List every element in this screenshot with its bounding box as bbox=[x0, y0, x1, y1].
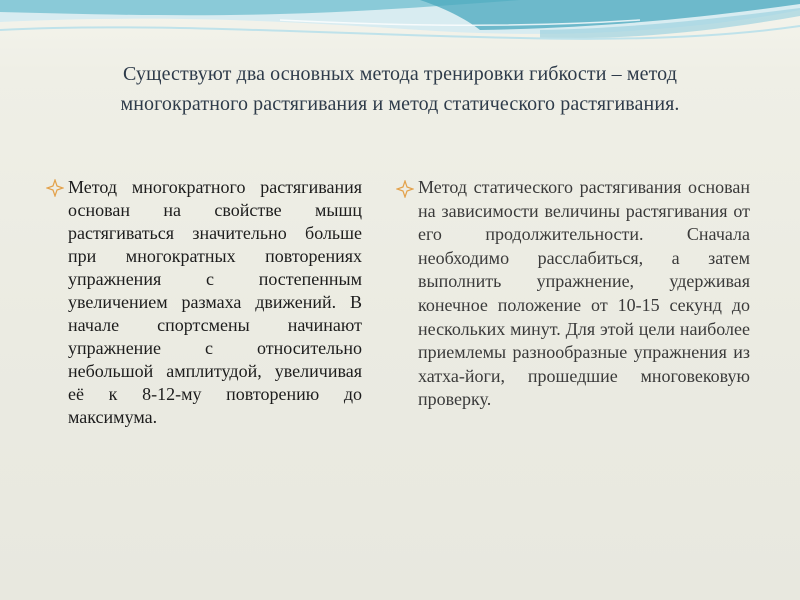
wave-header-decoration bbox=[0, 0, 800, 60]
left-paragraph: Метод многократного растягивания основан на свойстве мышц растягиваться значительно больше при многократных повторениях упражнения с постепенным увеличением размаха движений. В начале спортсмены начинают упражнение с относительно небольшой амплитудой, увеличивая её к 8-12-му повторению до максимума. bbox=[68, 177, 362, 427]
diamond-bullet-icon bbox=[396, 180, 414, 198]
right-bullet-block bbox=[396, 176, 750, 412]
slide-title: Существуют два основных метода тренировки гибкости – метод многократного растягивания и метод статического растягивания. bbox=[120, 63, 680, 115]
diamond-bullet-icon bbox=[46, 179, 64, 197]
left-bullet-block bbox=[46, 176, 362, 429]
right-paragraph: Метод статического растягивания основан на зависимости величины растягивания от его продолжительности. Сначала необходимо расслабиться, а затем выполнить упражнение, удерживая конечное положение от 10-15 секунд до нескольких минут. Для этой цели наиболее приемлемы разнообразные упражнения из хатха-йоги, прошедшие многовековую проверку. bbox=[418, 177, 750, 410]
